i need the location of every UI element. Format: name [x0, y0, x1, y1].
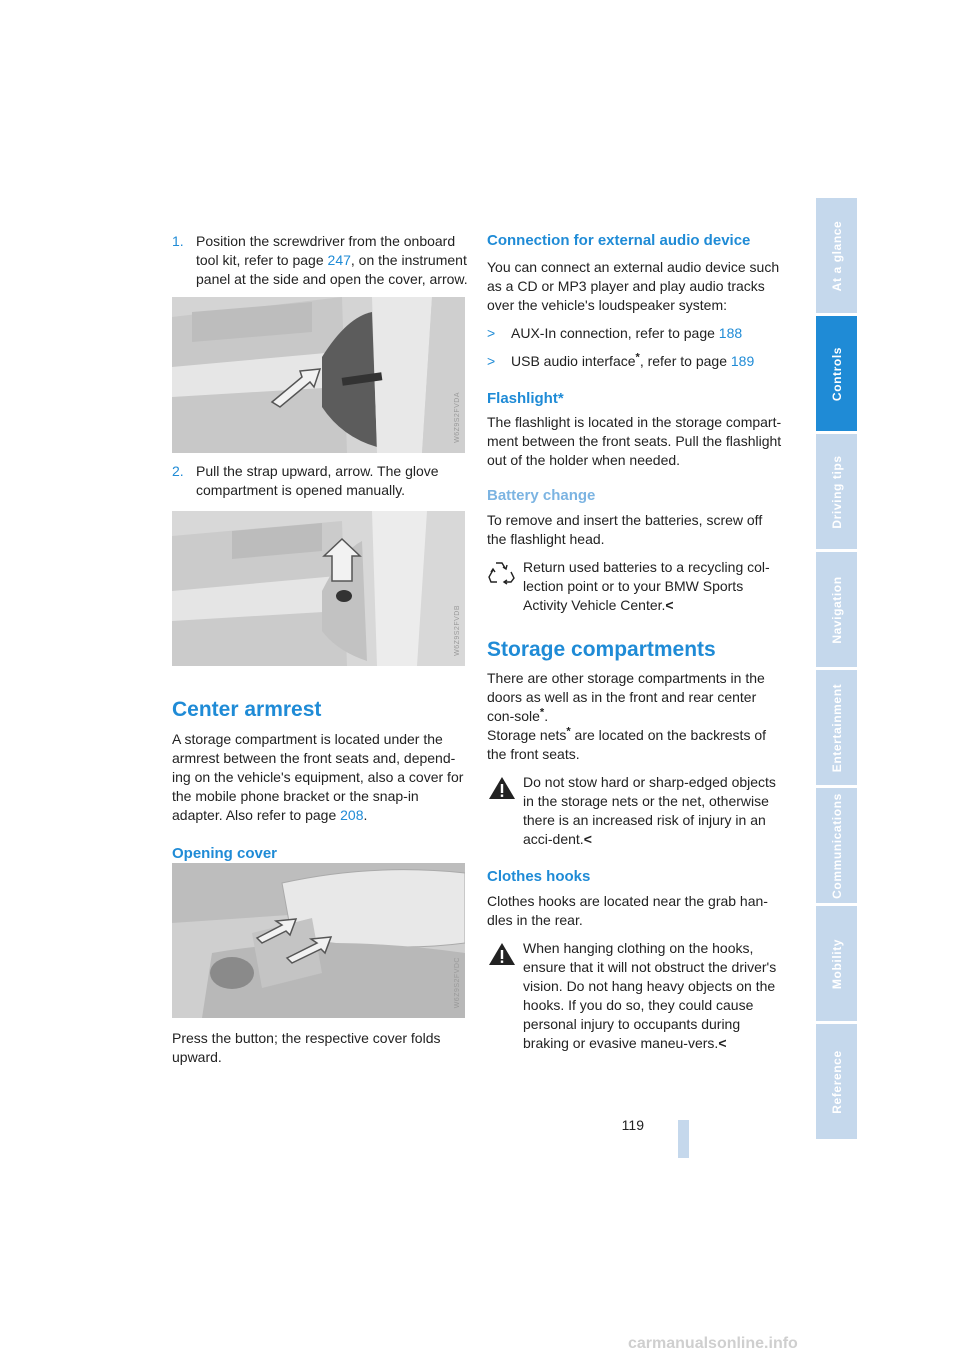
center-armrest-heading: Center armrest: [172, 698, 322, 721]
opening-cover-heading: Opening cover: [172, 845, 278, 862]
step-2: [172, 462, 468, 500]
bullet-marker: >: [487, 353, 496, 369]
center-armrest-section: [172, 697, 468, 864]
flashlight-heading: Flashlight*: [487, 390, 564, 407]
warning-hooks-text: When hanging clothing on the hooks, ensure that it will not obstruct the driver's vision. Do not hang heavy objects on the hooks. If you do so, they could cause personal injury to occupants during braking or evasive maneu-vers.: [523, 940, 777, 1051]
page-link-247[interactable]: 247: [327, 252, 351, 268]
step-1-number: 1.: [172, 233, 184, 249]
armrest-body: A storage compartment is located under the armrest between the front seats and, depend-ing on the vehicle's equipment, also a cover for the mobile phone bracket or the snap-in adapter. Also refer to page: [172, 731, 464, 823]
tab-label: Entertainment: [829, 683, 844, 772]
tab-label: At a glance: [829, 220, 844, 291]
tab-entertainment[interactable]: [816, 670, 857, 788]
audio-heading: Connection for external audio device: [487, 232, 751, 249]
page-link-189[interactable]: 189: [730, 353, 755, 369]
tab-label: Driving tips: [829, 454, 844, 529]
tab-reference[interactable]: [816, 1024, 857, 1142]
armrest-illustration: [172, 863, 465, 1018]
page-number: 119: [621, 1117, 644, 1133]
storage-text-c: Storage nets: [487, 727, 567, 743]
tab-navigation[interactable]: [816, 552, 857, 670]
warning-note-nets: [487, 773, 783, 849]
photo-1-id: W6Z9S2FVDA: [454, 392, 461, 443]
page-link-208[interactable]: 208: [340, 807, 364, 823]
storage-text-d: are located on the backrests of the front seats.: [487, 727, 767, 762]
recycle-text: Return used batteries to a recycling col-lection point or to your BMW Sports Activity Vehicle Center.: [523, 559, 770, 613]
opening-cover-text: Press the button; the respective cover folds upward.: [172, 1030, 441, 1065]
step-1: [172, 232, 468, 289]
optional-star: *: [566, 725, 571, 738]
tab-label: Navigation: [829, 575, 844, 644]
storage-text-a: There are other storage compartments in the doors as well as in the front and rear center con-sole: [487, 670, 765, 724]
end-mark: <: [583, 831, 592, 847]
tab-label: Mobility: [829, 938, 844, 989]
bullet-aux-text: AUX-In connection, refer to page: [511, 325, 719, 341]
optional-star: *: [539, 706, 545, 719]
battery-text: To remove and insert the batteries, screw off the flashlight head.: [487, 512, 763, 547]
photo-glovebox-strap: [172, 511, 465, 666]
tab-driving-tips[interactable]: [816, 434, 857, 552]
tab-communications[interactable]: [816, 788, 857, 906]
right-column: [487, 231, 783, 1053]
recycle-icon: [487, 560, 517, 586]
strap-illustration: [172, 511, 465, 666]
tab-label: Communications: [829, 792, 844, 899]
photo-2-id: W6Z9S2FVDB: [454, 605, 461, 656]
bullet-aux: [487, 324, 783, 343]
page-marker-bar: [678, 1120, 689, 1158]
page-link-188[interactable]: 188: [718, 325, 743, 341]
warning-icon: [487, 775, 517, 801]
bullet-usb: [487, 352, 783, 371]
bullet-usb-text-b: , refer to page: [639, 353, 731, 369]
recycle-note: [487, 558, 783, 615]
chapter-tabs: [816, 198, 857, 1142]
left-column: [172, 232, 468, 289]
storage-heading: Storage compartments: [487, 638, 716, 661]
warning-icon: [487, 941, 517, 967]
clothes-hooks-heading: Clothes hooks: [487, 868, 591, 885]
step-2-block: [172, 462, 468, 500]
center-armrest-text: [172, 730, 468, 825]
bullet-usb-text: USB audio interface: [511, 353, 636, 369]
end-mark: <: [718, 1035, 727, 1051]
clothes-hooks-text: Clothes hooks are located near the grab han-dles in the rear.: [487, 893, 768, 928]
armrest-period: .: [363, 807, 368, 823]
step-1-text-b: , on the instrument panel at the side and open the cover, arrow.: [196, 252, 468, 287]
step-1-text: Position the screwdriver from the onboard tool kit, refer to page: [196, 233, 456, 268]
tab-mobility[interactable]: [816, 906, 857, 1024]
opening-cover-text-block: [172, 1029, 468, 1067]
storage-text-b: .: [544, 708, 549, 724]
flashlight-text: The flashlight is located in the storage compart-ment between the front seats. Pull the flashlight out of the holder when needed.: [487, 414, 782, 468]
warning-nets-text: Do not stow hard or sharp-edged objects in the storage nets or the net, otherwise there is an increased risk of injury in an acci-dent.: [523, 774, 776, 847]
tab-label: Reference: [829, 1049, 844, 1114]
photo-armrest-cover: [172, 863, 465, 1018]
warning-note-hooks: [487, 939, 783, 1053]
battery-heading: Battery change: [487, 487, 596, 504]
audio-text: You can connect an external audio device such as a CD or MP3 player and play audio tracks over the vehicle's loudspeaker system:: [487, 259, 780, 313]
end-mark: <: [665, 597, 674, 613]
tab-controls[interactable]: [816, 316, 857, 434]
step-2-text: Pull the strap upward, arrow. The glove compartment is opened manually.: [196, 463, 439, 498]
glovebox-illustration: [172, 297, 465, 453]
photo-3-id: W6Z9S2FVDC: [454, 956, 461, 1008]
bullet-marker: >: [487, 325, 496, 341]
storage-text: [487, 669, 783, 764]
optional-star: *: [635, 351, 640, 364]
step-2-number: 2.: [172, 463, 184, 479]
photo-glovebox-screwdriver: [172, 297, 465, 453]
tab-at-a-glance[interactable]: [816, 198, 857, 316]
tab-label: Controls: [829, 346, 844, 401]
watermark-footer: carmanualsonline.info: [628, 1335, 798, 1352]
